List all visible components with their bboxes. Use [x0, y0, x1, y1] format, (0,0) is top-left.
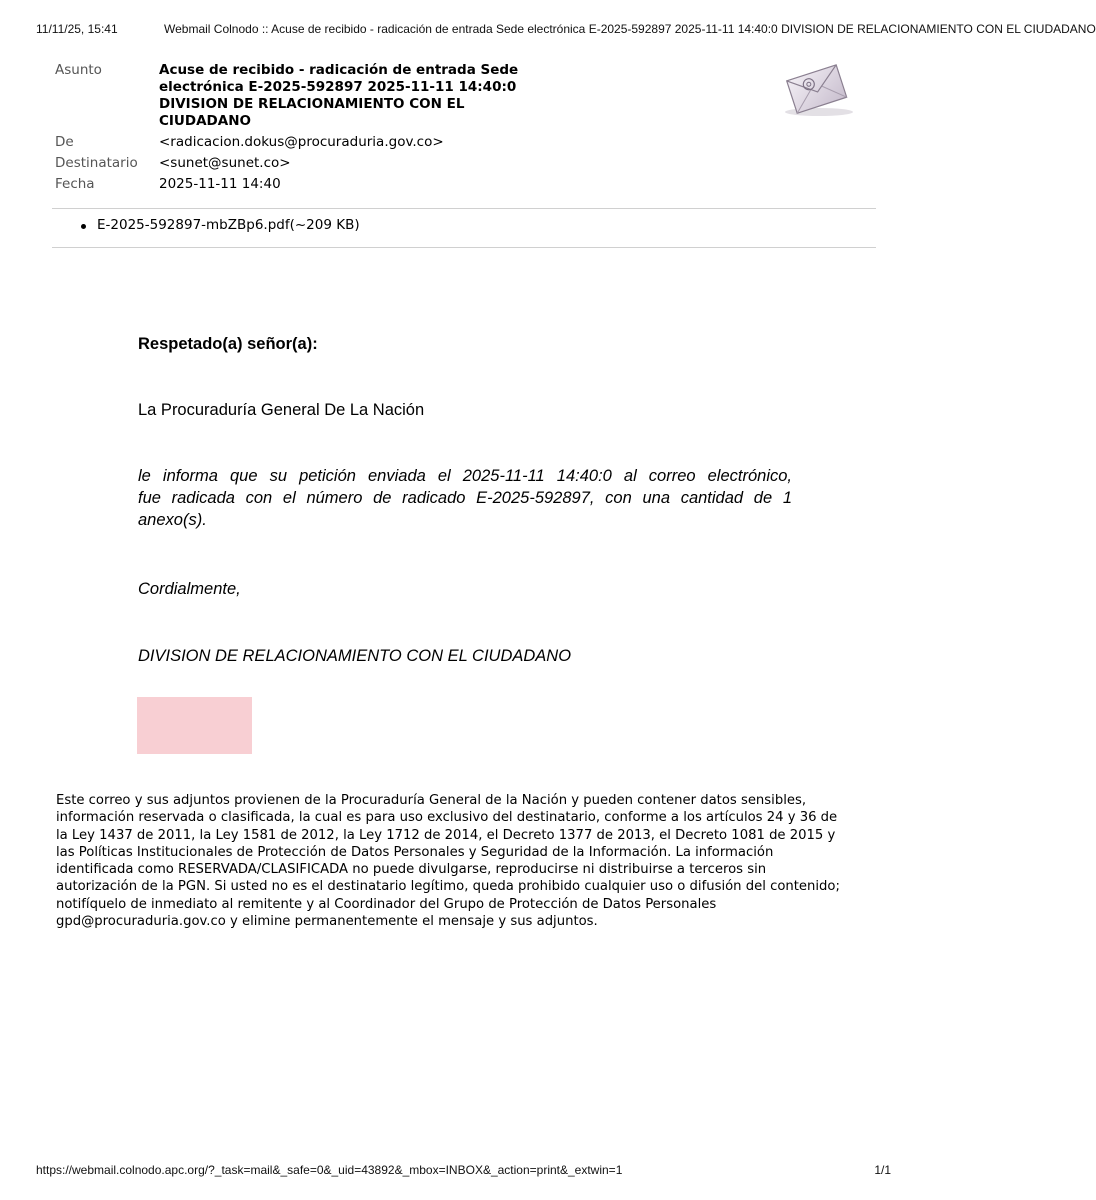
disclaimer	[56, 792, 876, 930]
subject-line: DIVISION DE RELACIONAMIENTO CON EL	[159, 96, 465, 112]
info-paragraph	[138, 465, 792, 531]
attachment-separator	[52, 247, 876, 248]
from-value[interactable]: <radicacion.dokus@procuraduria.gov.co>	[159, 134, 444, 150]
to-value[interactable]: <sunet@sunet.co>	[159, 155, 291, 171]
from-label: De	[55, 134, 74, 150]
disclaimer-line: las Políticas Institucionales de Protección de Datos Personales y Seguridad de la Información. La información	[56, 844, 774, 860]
subject-label: Asunto	[55, 62, 102, 78]
date-label: Fecha	[55, 176, 95, 192]
date-row	[55, 176, 875, 193]
subject-value	[159, 62, 559, 130]
signature-division: DIVISION DE RELACIONAMIENTO CON EL CIUDADANO	[138, 647, 572, 665]
email-headers	[55, 62, 875, 193]
subject-line: Acuse de recibido - radicación de entrada Sede	[159, 62, 519, 78]
info-line: anexo(s).	[138, 511, 207, 529]
disclaimer-line: Este correo y sus adjuntos provienen de la Procuraduría General de la Nación y pueden contener datos sensibles,	[56, 793, 807, 808]
greeting: Respetado(a) señor(a):	[138, 335, 318, 353]
disclaimer-line: notifíquelo de inmediato al remitente y al Coordinador del Grupo de Protección de Datos Personales	[56, 896, 717, 912]
disclaimer-line: la Ley 1437 de 2011, la Ley 1581 de 2012, la Ley 1712 de 2014, el Decreto 1377 de 2013, el Decreto 1081 de 2015 y	[56, 827, 836, 843]
disclaimer-line: gpd@procuraduria.gov.co y elimine permanentemente el mensaje y sus adjuntos.	[56, 914, 598, 930]
attachment-item[interactable]: E-2025-592897-mbZBp6.pdf(~209 KB)	[78, 217, 360, 233]
institution-name: La Procuraduría General De La Nación	[138, 401, 425, 419]
redacted-block	[137, 697, 252, 754]
info-line: fue radicada con el número de radicado E-2025-592897, con una cantidad de 1	[138, 489, 792, 507]
date-value: 2025-11-11 14:40	[159, 176, 281, 192]
subject-line: electrónica E-2025-592897 2025-11-11 14:40:0	[159, 79, 517, 95]
disclaimer-line: identificada como RESERVADA/CLASIFICADA no puede divulgarse, reproducirse ni distribuirse a terceros sin	[56, 862, 767, 878]
print-url: https://webmail.colnodo.apc.org/?_task=mail&_safe=0&_uid=43892&_mbox=INBOX&_action=print&_extwin=1	[36, 1163, 623, 1177]
disclaimer-line: autorización de la PGN. Si usted no es el destinatario legítimo, queda prohibido cualquier uso o difusión del contenido;	[56, 879, 840, 895]
to-row	[55, 155, 875, 172]
closing: Cordialmente,	[138, 580, 241, 598]
envelope-icon-graphic	[777, 62, 857, 120]
print-footer	[36, 1163, 891, 1179]
page-number: 1/1	[874, 1163, 891, 1177]
subject-row	[55, 62, 875, 130]
to-label: Destinatario	[55, 155, 138, 171]
disclaimer-line: información reservada o clasificada, la cual es para uso exclusivo del destinatario, conforme a los artículos 24 y 36 de	[56, 810, 838, 826]
print-header	[36, 22, 1096, 40]
header-separator	[52, 208, 876, 209]
print-title: Webmail Colnodo :: Acuse de recibido - radicación de entrada Sede electrónica E-2025-592897 2025-11-11 14:40:0 DIVISION DE RELACIONAMIENTO CON EL CIUDADANO	[164, 22, 1096, 36]
subject-line: CIUDADANO	[159, 113, 251, 129]
print-datetime: 11/11/25, 15:41	[36, 22, 118, 36]
attachment-list	[78, 217, 360, 233]
from-row	[55, 134, 875, 151]
envelope-icon	[777, 62, 857, 120]
info-line: le informa que su petición enviada el 2025-11-11 14:40:0 al correo electrónico,	[138, 467, 792, 485]
